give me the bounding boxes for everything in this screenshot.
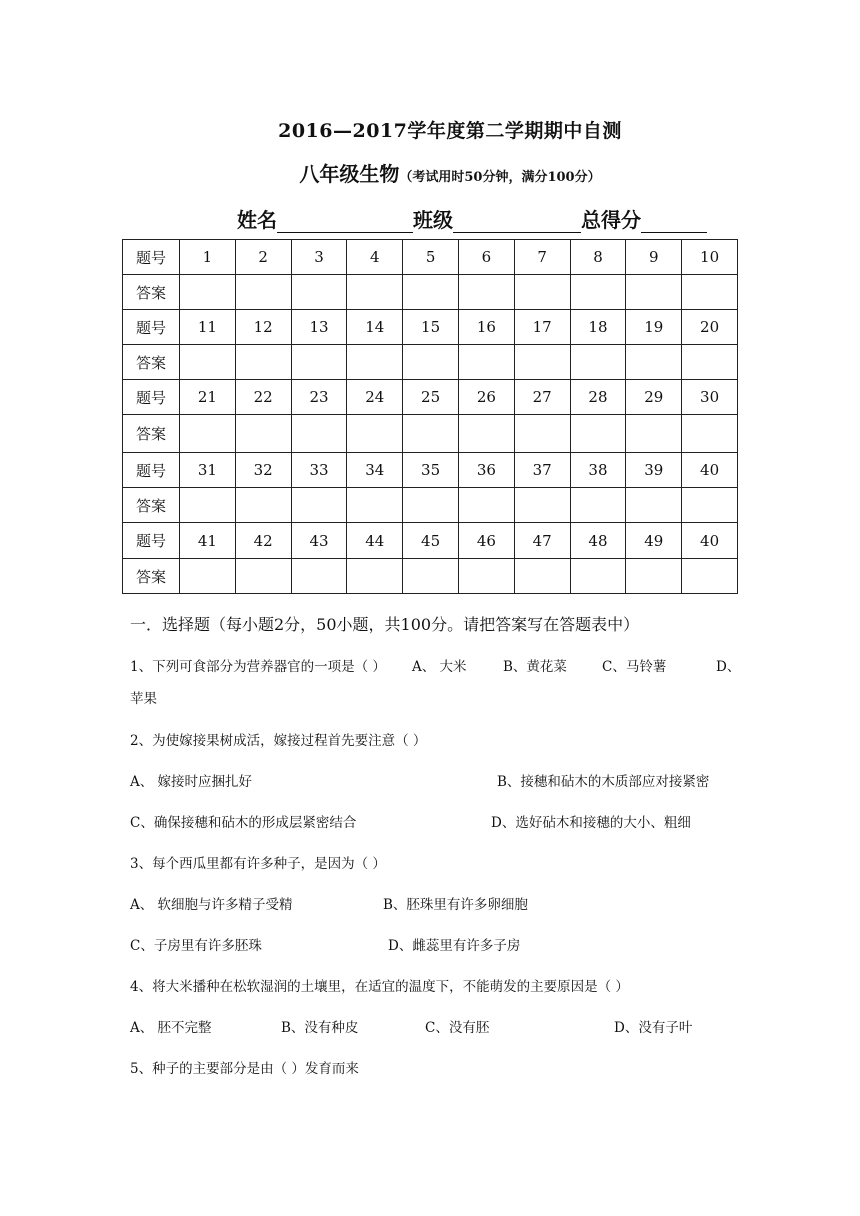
- row-label-answer: 答案: [123, 559, 180, 594]
- question-number-cell: 17: [514, 310, 570, 345]
- question-4-option-b: B、没有种皮: [281, 1020, 359, 1036]
- question-number-cell: 12: [235, 310, 291, 345]
- question-number-cell: 26: [458, 380, 514, 415]
- answer-cell[interactable]: [458, 345, 514, 380]
- question-number-cell: 19: [626, 310, 682, 345]
- exam-title: 2016—2017学年度第二学期期中自测: [278, 120, 622, 142]
- answer-cell[interactable]: [235, 275, 291, 310]
- row-label-answer: 答案: [123, 345, 180, 380]
- question-3-option-a: A、 软细胞与许多精子受精: [130, 897, 293, 913]
- answer-cell[interactable]: [291, 275, 347, 310]
- answer-table: [122, 239, 738, 594]
- question-3-option-d: D、雌蕊里有许多子房: [388, 938, 521, 954]
- question-4-stem: 4、将大米播种在松软湿润的土壤里，在适宜的温度下，不能萌发的主要原因是（ ）: [130, 979, 629, 995]
- question-number-cell: 44: [347, 523, 403, 559]
- question-4-option-c: C、没有胚: [425, 1020, 490, 1036]
- answer-cell[interactable]: [347, 345, 403, 380]
- answer-cell[interactable]: [291, 415, 347, 453]
- answer-cell[interactable]: [458, 488, 514, 523]
- subject-label: 八年级生物: [299, 162, 400, 186]
- question-number-cell: 2: [235, 240, 291, 275]
- exam-subtitle: [0, 158, 860, 187]
- question-number-cell: 24: [347, 380, 403, 415]
- question-number-cell: 28: [570, 380, 626, 415]
- answer-cell[interactable]: [291, 559, 347, 594]
- answer-cell[interactable]: [347, 559, 403, 594]
- question-number-cell: 49: [626, 523, 682, 559]
- question-3-option-b: B、胚珠里有许多卵细胞: [383, 897, 528, 913]
- answer-cell[interactable]: [180, 415, 236, 453]
- answer-cell[interactable]: [180, 488, 236, 523]
- question-number-cell: 34: [347, 453, 403, 488]
- question-number-cell: 23: [291, 380, 347, 415]
- question-2-stem: 2、为使嫁接果树成活，嫁接过程首先要注意（ ）: [130, 733, 427, 749]
- question-number-cell: 47: [514, 523, 570, 559]
- answer-cell[interactable]: [682, 488, 738, 523]
- question-number-cell: 42: [235, 523, 291, 559]
- question-number-cell: 4: [347, 240, 403, 275]
- table-answer-row: [123, 415, 738, 453]
- row-label-number: 题号: [123, 453, 180, 488]
- question-5-stem: 5、种子的主要部分是由（ ）发育而来: [130, 1061, 359, 1077]
- answer-cell[interactable]: [403, 488, 459, 523]
- answer-cell[interactable]: [570, 415, 626, 453]
- question-number-cell: 15: [403, 310, 459, 345]
- answer-cell[interactable]: [458, 415, 514, 453]
- answer-cell[interactable]: [514, 488, 570, 523]
- table-number-row: [123, 453, 738, 488]
- name-field[interactable]: [277, 210, 413, 233]
- answer-cell[interactable]: [514, 415, 570, 453]
- score-field[interactable]: [641, 210, 707, 233]
- answer-cell[interactable]: [682, 345, 738, 380]
- row-label-answer: 答案: [123, 415, 180, 453]
- question-1-option-c: C、马铃薯: [602, 659, 667, 675]
- row-label-answer: 答案: [123, 275, 180, 310]
- answer-cell[interactable]: [403, 345, 459, 380]
- table-answer-row: [123, 559, 738, 594]
- answer-cell[interactable]: [235, 559, 291, 594]
- row-label-answer: 答案: [123, 488, 180, 523]
- question-number-cell: 40: [682, 523, 738, 559]
- answer-cell[interactable]: [235, 488, 291, 523]
- question-number-cell: 29: [626, 380, 682, 415]
- answer-cell[interactable]: [682, 559, 738, 594]
- question-number-cell: 45: [403, 523, 459, 559]
- answer-cell[interactable]: [403, 415, 459, 453]
- answer-cell[interactable]: [347, 275, 403, 310]
- question-number-cell: 8: [570, 240, 626, 275]
- question-number-cell: 16: [458, 310, 514, 345]
- answer-cell[interactable]: [570, 488, 626, 523]
- answer-cell[interactable]: [570, 275, 626, 310]
- answer-cell[interactable]: [626, 415, 682, 453]
- answer-cell[interactable]: [347, 488, 403, 523]
- table-number-row: [123, 310, 738, 345]
- question-number-cell: 30: [682, 380, 738, 415]
- table-number-row: [123, 523, 738, 559]
- row-label-number: 题号: [123, 240, 180, 275]
- row-label-number: 题号: [123, 523, 180, 559]
- class-label: 班级: [413, 208, 453, 232]
- answer-cell[interactable]: [235, 415, 291, 453]
- question-number-cell: 5: [403, 240, 459, 275]
- table-answer-row: [123, 275, 738, 310]
- question-number-cell: 20: [682, 310, 738, 345]
- question-number-cell: 35: [403, 453, 459, 488]
- answer-cell[interactable]: [291, 488, 347, 523]
- answer-cell[interactable]: [180, 345, 236, 380]
- table-answer-row: [123, 345, 738, 380]
- section-heading: 一．选择题（每小题2分，50小题，共100分。请把答案写在答题表中）: [130, 615, 640, 634]
- answer-cell[interactable]: [626, 559, 682, 594]
- answer-cell[interactable]: [458, 275, 514, 310]
- question-number-cell: 18: [570, 310, 626, 345]
- answer-cell[interactable]: [514, 559, 570, 594]
- question-2-option-b: B、接穗和砧木的木质部应对接紧密: [497, 774, 710, 790]
- answer-cell[interactable]: [570, 345, 626, 380]
- question-1-option-d: D、: [716, 659, 741, 675]
- question-number-cell: 1: [180, 240, 236, 275]
- answer-cell[interactable]: [626, 488, 682, 523]
- answer-cell[interactable]: [570, 559, 626, 594]
- question-number-cell: 10: [682, 240, 738, 275]
- exam-note: （考试用时50分钟，满分100分）: [399, 170, 601, 185]
- answer-cell[interactable]: [514, 345, 570, 380]
- question-3-stem: 3、每个西瓜里都有许多种子，是因为（ ）: [130, 856, 386, 872]
- question-number-cell: 37: [514, 453, 570, 488]
- table-answer-row: [123, 488, 738, 523]
- name-label: 姓名: [237, 208, 277, 232]
- question-number-cell: 7: [514, 240, 570, 275]
- question-number-cell: 14: [347, 310, 403, 345]
- question-number-cell: 9: [626, 240, 682, 275]
- question-number-cell: 41: [180, 523, 236, 559]
- answer-cell[interactable]: [291, 345, 347, 380]
- question-number-cell: 11: [180, 310, 236, 345]
- question-1-option-b: B、黄花菜: [503, 659, 567, 675]
- question-number-cell: 25: [403, 380, 459, 415]
- row-label-number: 题号: [123, 310, 180, 345]
- question-number-cell: 33: [291, 453, 347, 488]
- table-number-row: [123, 380, 738, 415]
- student-info-line: [237, 204, 707, 233]
- score-label: 总得分: [581, 208, 641, 232]
- question-1-stem: 1、下列可食部分为营养器官的一项是（ ）: [130, 659, 386, 675]
- question-4-option-d: D、没有子叶: [614, 1020, 693, 1036]
- question-number-cell: 27: [514, 380, 570, 415]
- question-number-cell: 13: [291, 310, 347, 345]
- question-number-cell: 48: [570, 523, 626, 559]
- question-4-option-a: A、 胚不完整: [130, 1020, 212, 1036]
- answer-cell[interactable]: [626, 345, 682, 380]
- question-2-option-c: C、确保接穗和砧木的形成层紧密结合: [130, 815, 357, 831]
- question-number-cell: 36: [458, 453, 514, 488]
- row-label-number: 题号: [123, 380, 180, 415]
- question-number-cell: 32: [235, 453, 291, 488]
- question-number-cell: 40: [682, 453, 738, 488]
- question-number-cell: 46: [458, 523, 514, 559]
- answer-cell[interactable]: [626, 275, 682, 310]
- question-2-option-d: D、选好砧木和接穗的大小、粗细: [491, 815, 691, 831]
- question-3-option-c: C、子房里有许多胚珠: [130, 938, 262, 954]
- answer-cell[interactable]: [682, 275, 738, 310]
- answer-cell[interactable]: [682, 415, 738, 453]
- class-field[interactable]: [453, 210, 581, 233]
- question-number-cell: 6: [458, 240, 514, 275]
- question-number-cell: 3: [291, 240, 347, 275]
- table-number-row: [123, 240, 738, 275]
- answer-cell[interactable]: [180, 275, 236, 310]
- question-number-cell: 39: [626, 453, 682, 488]
- answer-cell[interactable]: [403, 559, 459, 594]
- answer-cell[interactable]: [180, 559, 236, 594]
- question-2-option-a: A、 嫁接时应捆扎好: [130, 774, 253, 790]
- question-number-cell: 43: [291, 523, 347, 559]
- answer-cell[interactable]: [458, 559, 514, 594]
- answer-cell[interactable]: [347, 415, 403, 453]
- question-1-option-a: A、 大米: [412, 659, 467, 675]
- question-number-cell: 31: [180, 453, 236, 488]
- answer-cell[interactable]: [235, 345, 291, 380]
- answer-cell[interactable]: [514, 275, 570, 310]
- question-number-cell: 38: [570, 453, 626, 488]
- question-1-option-d-text: 苹果: [130, 691, 157, 707]
- question-number-cell: 21: [180, 380, 236, 415]
- answer-cell[interactable]: [403, 275, 459, 310]
- question-number-cell: 22: [235, 380, 291, 415]
